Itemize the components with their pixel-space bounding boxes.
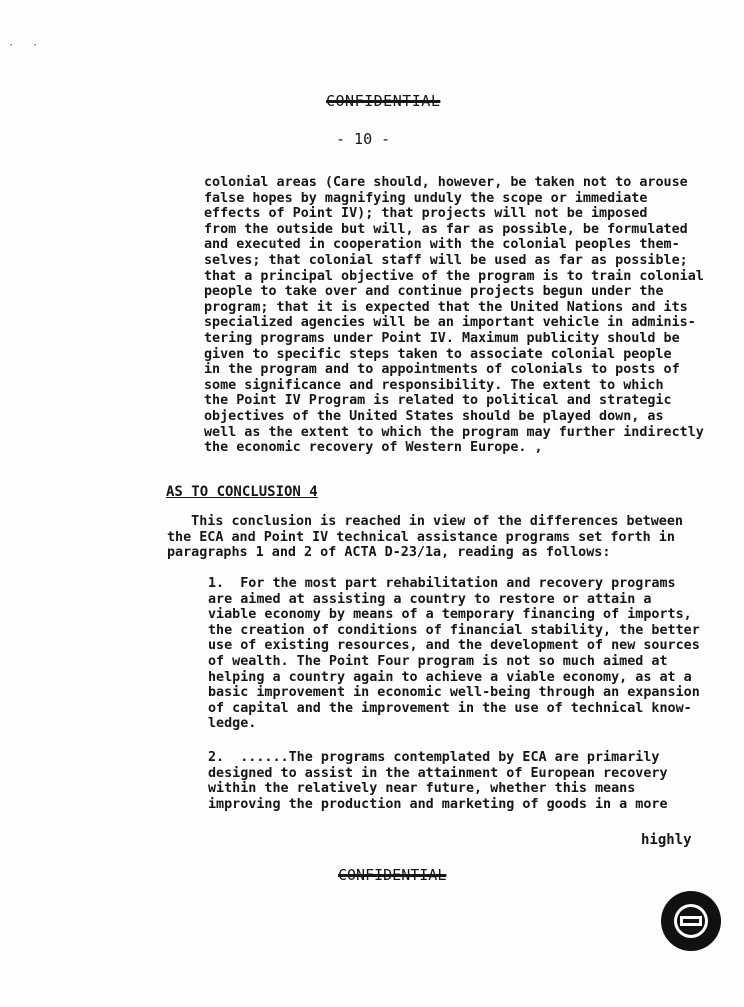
quoted-paragraph-2: 2. ......The programs contemplated by ECA are primarily designed to assist in the attainment of European recovery within the relatively near future, whether this means improving the production and marketing of goods in a more [208, 750, 668, 812]
confidential-header-stamp: CONFIDENTIAL [326, 92, 441, 110]
section-heading-conclusion-4: AS TO CONCLUSION 4 [166, 484, 318, 500]
continuation-word: highly [641, 832, 692, 848]
library-seal-stamp [660, 890, 722, 952]
quoted-paragraph-1: 1. For the most part rehabilitation and recovery programs are aimed at assisting a country to restore or attain a viable economy by means of a temporary financing of imports, the creation of conditions of financial stability, the better use of existing resources, and the development of new sources of wealth. The Point Four program is not so much aimed at helping a country again to achieve a viable economy, as at a basic improvement in economic well-being through an expansion of capital and the improvement in the use of technical know- ledge. [208, 576, 700, 732]
paragraph-conclusion-intro: This conclusion is reached in view of the differences between the ECA and Point IV technical assistance programs set forth in paragraphs 1 and 2 of ACTA D-23/1a, reading as follows: [167, 514, 683, 561]
scan-specks: · · [8, 40, 45, 51]
page-number: - 10 - [336, 130, 391, 148]
paragraph-colonial-areas: colonial areas (Care should, however, be taken not to arouse false hopes by magnifying unduly the scope or immediate effects of Point IV); that projects will not be imposed from the outside but will, as far as possible, be formulated and executed in cooperation with the colonial peoples them- selves; that colonial staff will be used as far as possible; that a principal objective of the program is to train colonial people to take over and continue projects begun under the program; that it is expected that the United Nations and its specialized agencies will be an important vehicle in adminis- tering programs under Point IV. Maximum publicity should be given to specific steps taken to associate colonial people in the program and to appointments of colonials to posts of some significance and responsibility. The extent to which the Point IV Program is related to political and strategic objectives of the United States should be played down, as well as the extent to which the program may further indirectly the economic recovery of Western Europe. , [204, 175, 704, 456]
confidential-footer-stamp: CONFIDENTIAL [338, 866, 447, 884]
